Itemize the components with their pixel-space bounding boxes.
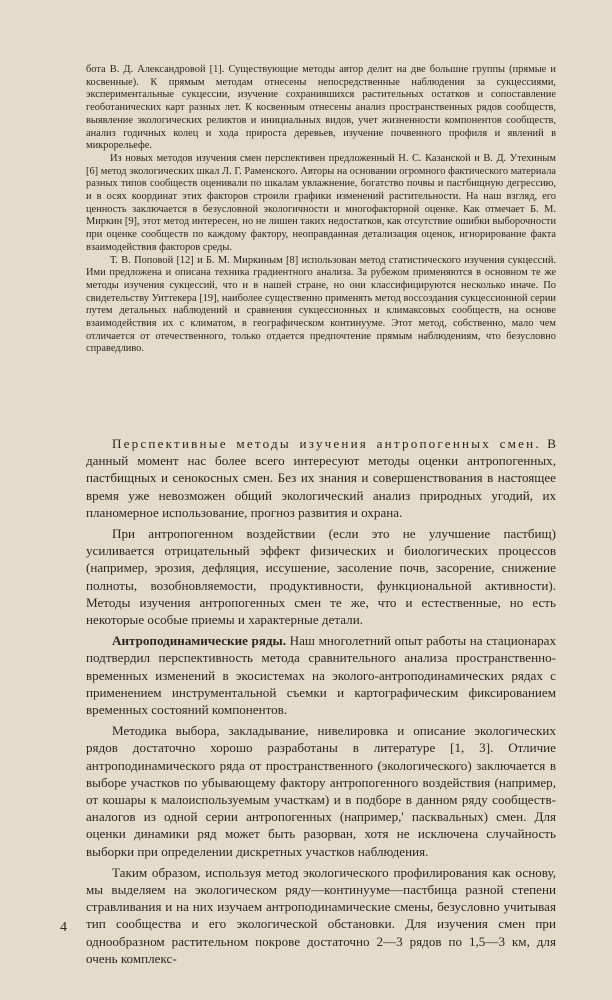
paragraph-profiling: Таким образом, используя метод экологического профилирования как основу, мы выделяем на экологическом ряду—континууме—пастбища разной степени стравливания и на них изучаем антроподинамические смены, безусловно учитывая тип сообщества и его экологической обстановки. Для изучения смен при однообразном растительном покрове достаточно 2—3 рядов по 1,5—3 км, для очень комплекс- [86,864,556,966]
main-text-block [86,435,556,971]
paragraph-methods-groups: бота В. Д. Александровой [1]. Существующие методы автор делит на две большие группы (прямые и косвенные). К прямым методам отнесены непосредственные наблюдения за сукцессиями, экспериментальные сукцессии, изучение сохранившихся растительных остатков и сопоставление геоботанических карт разных лет. К косвенным отнесены анализ пространственных рядов сообществ, выявление экологических реликтов и инициальных видов, учет жизненности компонентов сообществ, анализ годичных колец и хода прироста деревьев, изучение почвенного профиля и явлений в микрорельефе. [86,64,556,152]
section-anthropodynamic-text: Наш многолетний опыт работы на стационарах подтвердил перспективность метода сравнительного анализа пространственно-временных изменений в экосистемах на эколого-антроподинамических рядах с применением инструментальной съемки и картографическим фиксированием временных состояний компонентов. [86,633,557,718]
paragraph-anthropodynamic-rows [86,632,556,718]
intro-text-block [86,64,556,356]
paragraph-anthropogenic-impact: При антропогенном воздействии (если это не улучшение пастбищ) усиливается отрицательный эффект физических и биологических процессов (например, эрозия, дефляция, иссушение, засоление почв, засорение, снижение полноты, возобновляемости, продуктивности, функциональной активности). Методы изучения антропогенных смен те же, что и естественные, но есть некоторые особые приемы и характерные детали. [86,526,556,628]
paragraph-statistical-succession: Т. В. Поповой [12] и Б. М. Миркиным [8] использован метод статистического изучения сукцессий. Ими предложена и описана техника градиентного анализа. За рубежом применяются в основном те же методы изучения сукцессий, что и в нашей стране, но они классифицируются несколько иначе. По свидетельству Уиттекера [19], наиболее существенно применять метод воссоздания сукцессионной серии путем детальных наблюдений и сравнения сукцессионных и климаксовых сообществ, на основе взаимодействия их с климатом, в географическом континууме. Этот метод, собственно, мало чем отличается от отечественного, только отдается предпочтение прямым наблюдениям, что безусловно справедливо. [86,254,556,355]
page-number: 4 [60,920,67,935]
paragraph-methodology: Методика выбора, закладывание, нивелировка и описание экологических рядов достаточно хорошо разработаны в литературе [1, 3]. Отличие антроподинамического ряда от пространственного (экологического) заключается в выборе участков по убывающему фактору антропогенного воздействия (например, от кошары к малоиспользуемым участкам) и в подборе в данном ряду сообществ-аналогов из одной серии антропогенных (например,' пасквальных) смен. Для оценки динамики ряд может быть разорван, хотя не исключена случайность выборки при определении дискретных участков наблюдения. [86,723,556,859]
section-heading-anthropodynamic: Антроподинамические ряды. [112,633,287,649]
paragraph-perspective-methods [86,435,556,521]
paragraph-ecological-scales: Из новых методов изучения смен перспективен предложенный Н. С. Казанской и В. Д. Утехиным [6] метод экологических шкал Л. Г. Раменского. Авторы на основании огромного фактического материала разных типов сообществ оценивали по шкалам увлажнение, богатство почвы и пастбищную дегрессию, и в осях координат этих факторов строили графики изменений растительности. На наш взгляд, его ценность заключается в безусловной экологичности и многофакторной оценке. Как отмечает Б. М. Миркин [9], этот метод интересен, но не лишен таких недостатков, как отсутствие ошибки выборочности при оценке сообществ по каждому фактору, неоправданная детализация оценок, игнорирование факта взаимодействия факторов среды. [86,152,556,253]
section-heading-anthropogenic: Перспективные методы изучения антропогенных смен. [112,436,541,451]
section-intro-text: В данный момент нас более всего интересуют методы оценки антропогенных, пастбищных и сенокосных смен. Без их знания и совершенствования в настоящее время уже невозможен общий экологический анализ природных угодий, их планомерное использование, прогноз развития и охрана. [86,436,556,520]
